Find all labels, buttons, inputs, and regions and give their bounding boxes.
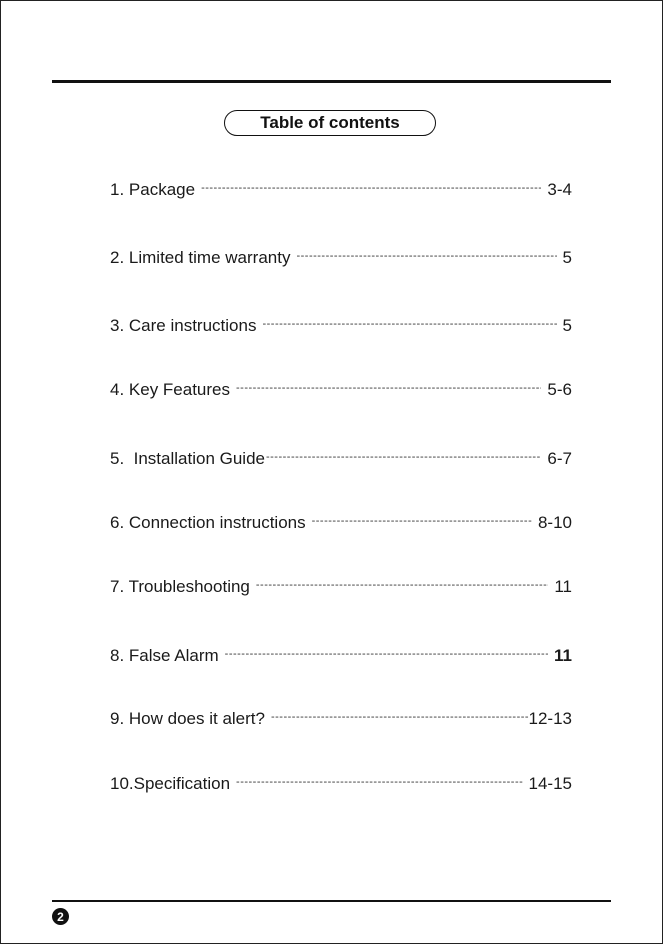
dot-leader	[262, 318, 556, 330]
toc-entry-key-features[interactable]	[110, 380, 572, 402]
toc-title: Table of contents	[224, 110, 436, 136]
toc-entry-page: 5	[562, 248, 572, 267]
toc-entry-label: 6. Connection instructions	[110, 513, 306, 532]
toc-entry-page: 11	[554, 646, 572, 665]
toc-entry-care[interactable]	[110, 316, 572, 338]
dot-leader	[296, 250, 556, 262]
toc-entry-label: 7. Troubleshooting	[110, 577, 250, 596]
toc-entry-specification[interactable]	[110, 774, 572, 796]
toc-entry-warranty[interactable]	[110, 248, 572, 270]
dot-leader	[236, 776, 522, 788]
toc-entry-troubleshooting[interactable]	[110, 577, 572, 599]
dot-leader	[225, 648, 548, 660]
toc-entry-page: 8-10	[537, 513, 572, 532]
toc-entry-connection[interactable]	[110, 513, 572, 535]
toc-entry-label: 10.Specification	[110, 774, 231, 793]
top-rule	[52, 80, 611, 83]
toc-entry-package[interactable]	[110, 180, 572, 202]
toc-entry-label: 4. Key Features	[110, 380, 231, 399]
toc-entry-label: 2. Limited time warranty	[110, 248, 291, 267]
toc-entry-false-alarm[interactable]	[110, 646, 572, 668]
toc-entry-page: 5-6	[547, 380, 572, 399]
toc-entry-page: 14-15	[528, 774, 572, 793]
toc-entry-page: 5	[562, 316, 572, 335]
dot-leader	[201, 182, 541, 194]
dot-leader	[236, 382, 541, 394]
toc-entry-installation[interactable]	[110, 449, 572, 471]
toc-entry-page: 3-4	[547, 180, 572, 199]
dot-leader	[266, 451, 541, 463]
toc-entry-page: 12-13	[528, 709, 572, 728]
toc-entry-alert[interactable]	[110, 709, 572, 731]
toc-entry-label: 5. Installation Guide	[110, 449, 265, 468]
toc-entry-page: 6-7	[547, 449, 572, 468]
bottom-rule	[52, 900, 611, 902]
toc-entry-page: 11	[554, 577, 572, 596]
toc-entry-label: 3. Care instructions	[110, 316, 257, 335]
toc-entry-label: 9. How does it alert?	[110, 709, 265, 728]
dot-leader	[271, 711, 529, 723]
toc-entry-label: 8. False Alarm	[110, 646, 219, 665]
dot-leader	[312, 515, 532, 527]
dot-leader	[256, 579, 548, 591]
page-number-badge: 2	[52, 908, 69, 925]
toc-entry-label: 1. Package	[110, 180, 196, 199]
